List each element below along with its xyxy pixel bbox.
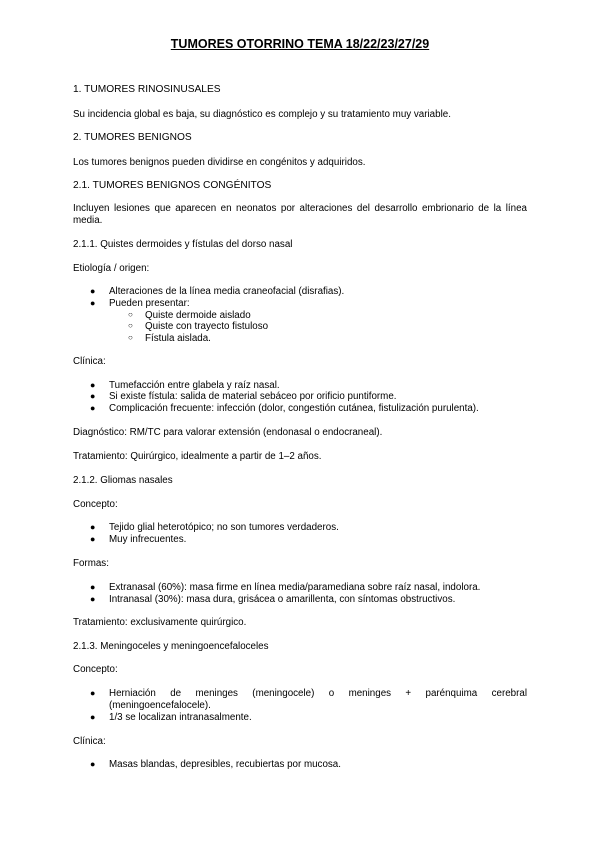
paragraph-division: Los tumores benignos pueden dividirse en congénitos y adquiridos. bbox=[73, 157, 366, 168]
label-concepto: Concepto: bbox=[73, 499, 118, 510]
heading-tumores-benignos: 2. TUMORES BENIGNOS bbox=[73, 132, 192, 143]
circle-bullet-icon: ○ bbox=[128, 321, 133, 330]
bullet-icon: ● bbox=[90, 582, 96, 592]
label-formas: Formas: bbox=[73, 558, 109, 569]
paragraph-lesiones-neonatos: Incluyen lesiones que aparecen en neonatos por alteraciones del desarrollo embrionario de la línea media. bbox=[73, 203, 527, 226]
label-clinica: Clínica: bbox=[73, 356, 106, 367]
bullet-icon: ● bbox=[90, 759, 96, 769]
label-etiologia: Etiología / origen: bbox=[73, 263, 150, 274]
heading-benignos-congenitos: 2.1. TUMORES BENIGNOS CONGÉNITOS bbox=[73, 180, 272, 191]
label-concepto: Concepto: bbox=[73, 664, 118, 675]
label-clinica: Clínica: bbox=[73, 736, 106, 747]
bullet-icon: ● bbox=[90, 403, 96, 413]
bullet-icon: ● bbox=[90, 522, 96, 532]
bullet-icon: ● bbox=[90, 594, 96, 604]
bullet-icon: ● bbox=[90, 712, 96, 722]
heading-quistes-dermoides: 2.1.1. Quistes dermoides y fístulas del dorso nasal bbox=[73, 239, 293, 250]
paragraph-incidencia: Su incidencia global es baja, su diagnóstico es complejo y su tratamiento muy variable. bbox=[73, 109, 451, 120]
bullet-icon: ● bbox=[90, 298, 96, 308]
circle-bullet-icon: ○ bbox=[128, 333, 133, 342]
bullet-icon: ● bbox=[90, 286, 96, 296]
paragraph-tratamiento-quirurgico: Tratamiento: exclusivamente quirúrgico. bbox=[73, 617, 247, 628]
bullet-icon: ● bbox=[90, 391, 96, 401]
heading-tumores-rinosinusales: 1. TUMORES RINOSINUSALES bbox=[73, 84, 221, 95]
heading-meningoceles: 2.1.3. Meningoceles y meningoencefaloceles bbox=[73, 641, 269, 652]
heading-gliomas-nasales: 2.1.2. Gliomas nasales bbox=[73, 475, 173, 486]
bullet-icon: ● bbox=[90, 688, 96, 698]
document-page: TUMORES OTORRINO TEMA 18/22/23/27/29 1. TUMORES RINOSINUSALES Su incidencia global es baja, su diagnóstico es complejo y su tratamiento muy variable. 2. TUMORES BENIGNOS Los tumores benignos pueden dividirse en congénitos y adquiridos. 2.1. TUMORES BENIGNOS CONGÉNITOS Incluyen lesiones que aparecen en neonatos por alteraciones del desarrollo embrionario de la línea media. 2.1.1. Quistes dermoides y fístulas del dorso nasal Etiología / origen: ● Alteraciones de la línea media craneofacial (disrafias). ● Pueden presentar: ○ Quiste dermoide aislado ○ Quiste con trayecto fistuloso ○ Fístula aislada. Clínica: ● Tumefacción entre glabela y raíz nasal. ● Si existe fístula: salida de material sebáceo por orificio puntiforme. ● Complicación frecuente: infección (dolor, congestión cutánea, fistulización purulenta). Diagnóstico: RM/TC para valorar extensión (endonasal o endocraneal). Tratamiento: Quirúrgico, idealmente a partir de 1–2 años. 2.1.2. Gliomas nasales Concepto: ● Tejido glial heterotópico; no son tumores verdaderos. ● Muy infrecuentes. Formas: ● Extranasal (60%): masa firme en línea media/paramediana sobre raíz nasal, indolora. ● Intranasal (30%): masa dura, grisácea o amarillenta, con síntomas obstructivos. Tratamiento: exclusivamente quirúrgico. 2.1.3. Meningoceles y meningoencefaloceles Concepto: ● Herniación de meninges (meningocele) o meninges + parénquima cerebral (meningoencefalocele). ● 1/3 se localizan intranasalmente. Clínica: ● Masas blandas, depresibles, recubiertas por mucosa. bbox=[0, 0, 600, 848]
bullet-icon: ● bbox=[90, 534, 96, 544]
bullet-icon: ● bbox=[90, 380, 96, 390]
document-title: TUMORES OTORRINO TEMA 18/22/23/27/29 bbox=[170, 37, 430, 51]
paragraph-diagnostico: Diagnóstico: RM/TC para valorar extensión (endonasal o endocraneal). bbox=[73, 427, 383, 438]
paragraph-tratamiento: Tratamiento: Quirúrgico, idealmente a partir de 1–2 años. bbox=[73, 451, 322, 462]
circle-bullet-icon: ○ bbox=[128, 310, 133, 319]
